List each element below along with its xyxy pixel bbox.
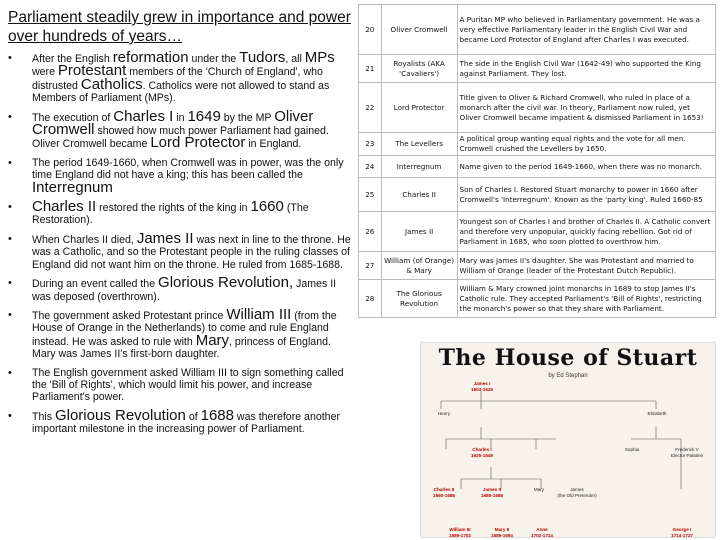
bullet-item [6,367,356,404]
bullet-text: The execution of [32,111,114,124]
page-title: Parliament steadily grew in importance and power over hundreds of years… [8,9,351,45]
key-term-text: 1688 [200,406,234,424]
family-tree-node: William III 1689-1702 [449,527,471,538]
term-definition: A Puritan MP who believed in Parliamentary government. He was a very effective Parliamentary leader in the English Civil War and became Lord Protector of England after Charles I was executed. [457,5,715,55]
key-term-text: Catholics [80,75,143,93]
key-term-text: Oliver Cromwell [32,107,314,139]
term-number: 25 [359,178,382,212]
family-tree-node: Henry [437,411,451,416]
term-definition: Name given to the period 1649-1660, when there was no monarch. [457,156,715,178]
term-name: James II [381,212,457,252]
term-name: Charles II [381,178,457,212]
term-definition: Son of Charles I. Restored Stuart monarchy to power in 1660 after Cromwell's 'Interregnum'. Known as the 'party king'. Ruled 1660-85 [457,178,715,212]
bullet-text: The English government asked William III to sign something called the 'Bill of Rights', which would limit his power, and increase Parliament's power. [32,366,344,404]
bullet-item [6,198,356,227]
bullet-text: (from the House of Orange in the Netherlands) to come and rule England instead. He was asked to rule with [32,309,337,348]
bullet-text: showed how much power Parliament had gained. Oliver Cromwell became [32,125,329,151]
family-tree-node: Anne 1702-1714 [531,527,553,538]
term-row [359,55,716,83]
term-row [359,5,716,55]
term-number: 26 [359,212,382,252]
bullet-text: was next in line to the throne. He was a Catholic, and so the Protestant people in the ruling classes of England did not want him on the throne. He ruled from 1685-1688. [32,233,351,271]
key-term-text: Tudors [239,49,286,66]
key-term-text: Glorious Revolution [54,406,186,424]
bullet-text: , princess of England. Mary was James II's first-born daughter. [32,335,331,361]
family-tree-node: Charles II 1660-1685 [433,487,455,498]
key-term-text: Charles II [32,198,97,216]
family-tree-node: Mary [533,487,545,492]
bullet-item [6,229,356,271]
term-definition: The side in the English Civil War (1642-49) who supported the King against Parliament. They lost. [457,55,715,83]
key-term-text: Glorious Revolution, [158,274,294,292]
term-row [359,178,716,212]
family-tree-node: Elizabeth [647,411,667,416]
term-name: The Levellers [381,133,457,156]
term-definition: William & Mary crowned joint monarchs in 1689 to stop James II's Catholic rule. They accepted Parliament's 'Bill of Rights', restricting the monarch's power so that they share with Parliament. [457,280,715,318]
bullet-item [6,157,356,195]
key-term-text: Protestant [57,62,127,80]
term-number: 28 [359,280,382,318]
term-row [359,133,716,156]
family-tree-node: Charles I 1625-1649 [471,447,493,458]
term-definition: Youngest son of Charles I and brother of Charles II. A Catholic convert and therefore very unpopular, quickly facing rebellion. Got rid of Parliament in 1685, who soon plotted to overthrow him. [457,212,715,252]
bullet-item [6,305,356,361]
left-column [6,8,356,442]
bullet-text: James II was deposed (overthrown). [32,278,337,303]
bullet-text: in [173,111,188,124]
family-tree-node: Frederick V Elector Palatine [670,447,704,458]
term-number: 21 [359,55,382,83]
family-tree-node: Sophia [624,447,640,452]
term-name: Oliver Cromwell [381,5,457,55]
term-definition: Mary was James II's daughter. She was Protestant and married to William of Orange (leader of the Protestant Dutch Republic). [457,252,715,280]
term-row [359,212,716,252]
bullet-text: members of the 'Church of England', who distrusted [32,66,323,92]
key-term-text: MPs [304,49,335,66]
bullet-text: During an event called the [32,278,159,291]
term-name: Royalists (AKA 'Cavaliers') [381,55,457,83]
term-name: Lord Protector [381,83,457,133]
term-number: 23 [359,133,382,156]
house-of-stuart-family-tree [420,342,716,538]
bullet-item [6,49,356,105]
bullet-text: , all [285,53,305,65]
term-name: The Glorious Revolution [381,280,457,318]
key-term-text: Lord Protector [150,134,246,152]
bullet-text: The period 1649-1660, when Cromwell was in power, was the only time England did not have a king; this has been called the [32,156,344,182]
key-term-text: James II [136,229,194,247]
bullet-text: restored the rights of the king in [96,202,251,215]
key-term-text: 1649 [187,107,221,125]
term-number: 24 [359,156,382,178]
term-name: William (of Orange) & Mary [381,252,457,280]
key-term-text: Mary [195,331,230,349]
family-tree-node: George I 1714-1727 [671,527,693,538]
bullet-text: by the MP [220,111,275,124]
bullet-text: After the English [32,53,113,65]
family-tree-node: James I 1603-1625 [471,381,493,392]
bullet-text: This [32,410,55,423]
term-definition: A political group wanting equal rights and the vote for all men. Cromwell crushed the Levellers by 1650. [457,133,715,156]
bullet-text: were [32,66,58,79]
key-term-text: William III [226,305,292,323]
term-name: Interregnum [381,156,457,178]
key-term-text: 1660 [250,198,284,216]
key-term-text: Charles I [113,107,174,125]
key-terms-table [358,4,716,318]
bullet-list [6,49,356,436]
bullet-text: The government asked Protestant prince [32,309,227,322]
family-tree-node: James (the Old Pretender) [557,487,597,498]
bullet-item [6,406,356,436]
term-number: 22 [359,83,382,133]
term-row [359,83,716,133]
bullet-item [6,274,356,303]
term-row [359,280,716,318]
key-term-text: Interregnum [32,178,113,196]
bullet-text: of [185,410,201,423]
bullet-text: was therefore another important milestone in the increasing power of Parliament. [32,410,340,436]
key-term-text: reformation [112,49,189,66]
bullet-item [6,107,356,152]
bullet-text: in England. [245,138,302,151]
term-row [359,156,716,178]
term-number: 20 [359,5,382,55]
term-row [359,252,716,280]
family-tree-node: Mary II 1689-1694 [491,527,513,538]
bullet-text: under the [188,53,240,65]
family-tree-node: James II 1685-1688 [481,487,503,498]
key-terms-panel [358,4,716,318]
term-number: 27 [359,252,382,280]
family-tree-title: The House of Stuart [438,345,698,371]
term-definition: Title given to Oliver & Richard Cromwell, who ruled in place of a monarch after the civil war. In theory, Parliament now ruled, yet Oliver Cromwell became impatient & dismissed Parliament in 1653! [457,83,715,133]
family-tree-subtitle: by Ed Stephan [548,373,588,379]
bullet-text: . Catholics were not allowed to stand as Members of Parliament (MPs). [32,79,330,105]
bullet-text: (The Restoration). [32,202,309,227]
bullet-text: When Charles II died, [32,233,137,246]
